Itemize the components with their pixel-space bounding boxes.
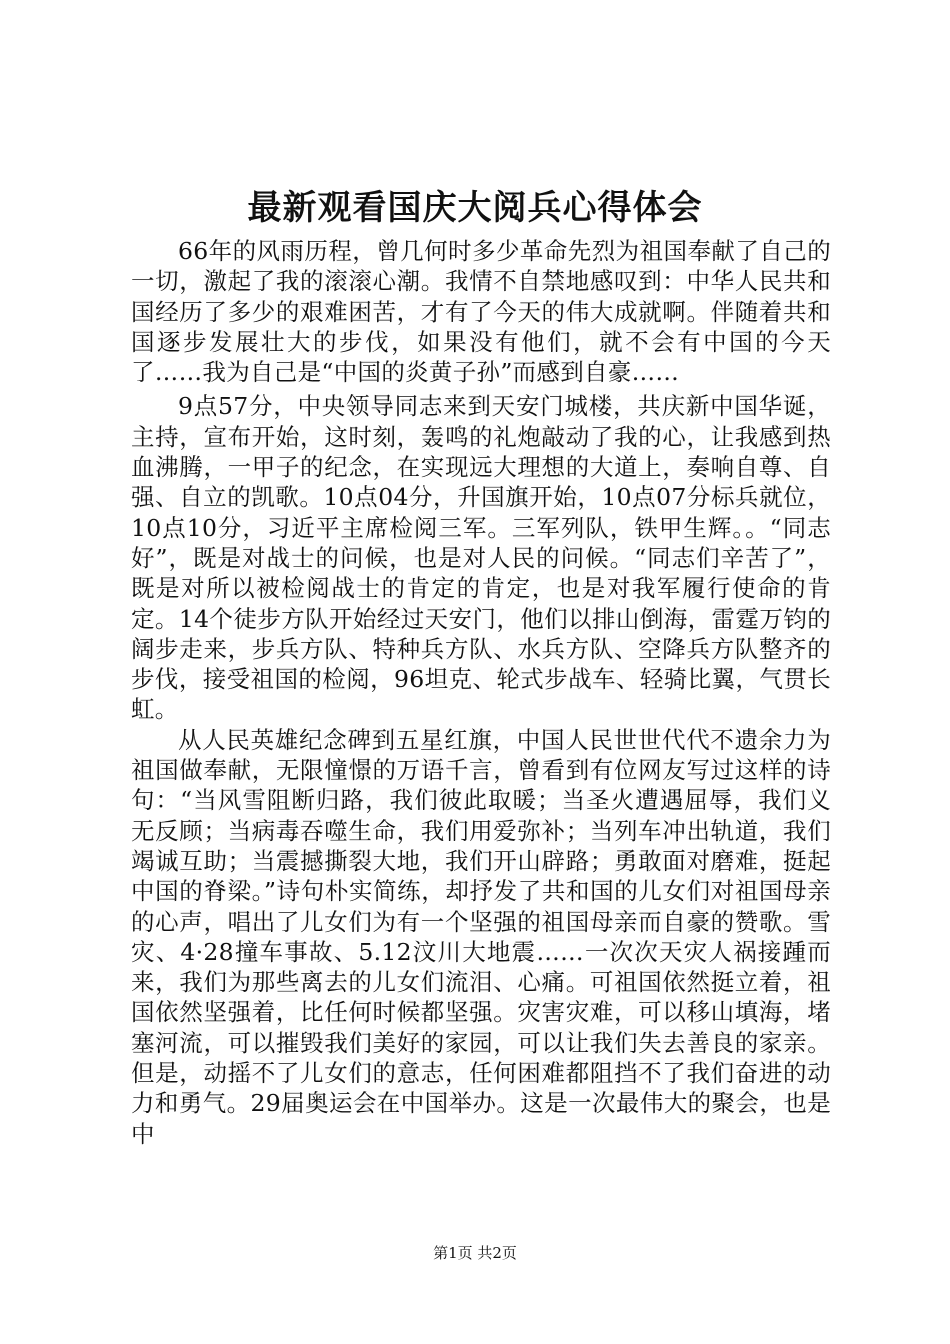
document-body xyxy=(131,236,831,1149)
paragraph-2: 9点57分，中央领导同志来到天安门城楼，共庆新中国华诞，主持，宣布开始，这时刻，轰鸣的礼炮敲动了我的心，让我感到热血沸腾，一甲子的纪念，在实现远大理想的大道上，奏响自尊、自强、自立的凯歌。10点04分，升国旗开始，10点07分标兵就位，10点10分，习近平主席检阅三军。三军列队，铁甲生辉。。“同志好”，既是对战士的问候，也是对人民的问候。“同志们辛苦了”，既是对所以被检阅战士的肯定的肯定，也是对我军履行使命的肯定。14个徒步方队开始经过天安门，他们以排山倒海，雷霆万钧的阔步走来，步兵方队、特种兵方队、水兵方队、空降兵方队整齐的步伐，接受祖国的检阅，96坦克、轮式步战车、轻骑比翼，气贯长虹。 xyxy=(131,392,831,724)
paragraph-3: 从人民英雄纪念碑到五星红旗，中国人民世世代代不遗余力为祖国做奉献，无限憧憬的万语千言，曾看到有位网友写过这样的诗句：“当风雪阻断归路，我们彼此取暖；当圣火遭遇屈辱，我们义无反顾；当病毒吞噬生命，我们用爱弥补；当列车冲出轨道，我们竭诚互助；当震撼撕裂大地，我们开山辟路；勇敢面对磨难，挺起中国的脊梁。”诗句朴实简练，却抒发了共和国的儿女们对祖国母亲的心声，唱出了儿女们为有一个坚强的祖国母亲而自豪的赞歌。雪灾、4·28撞车事故、5.12汶川大地震……一次次天灾人祸接踵而来，我们为那些离去的儿女们流泪、心痛。可祖国依然挺立着，祖国依然坚强着，比任何时候都坚强。灾害灾难，可以移山填海，堵塞河流，可以摧毁我们美好的家园，可以让我们失去善良的家亲。但是，动摇不了儿女们的意志，任何困难都阻挡不了我们奋进的动力和勇气。29届奥运会在中国举办。这是一次最伟大的聚会，也是中 xyxy=(131,725,831,1148)
paragraph-1: 66年的风雨历程，曾几何时多少革命先烈为祖国奉献了自己的一切，激起了我的滚滚心潮。我情不自禁地感叹到：中华人民共和国经历了多少的艰难困苦，才有了今天的伟大成就啊。伴随着共和国逐步发展壮大的步伐，如果没有他们，就不会有中国的今天了……我为自己是“中国的炎黄子孙”而感到自豪…… xyxy=(131,237,831,387)
page-footer: 第1页 共2页 xyxy=(433,1244,517,1262)
document-title: 最新观看国庆大阅兵心得体会 xyxy=(247,188,703,228)
